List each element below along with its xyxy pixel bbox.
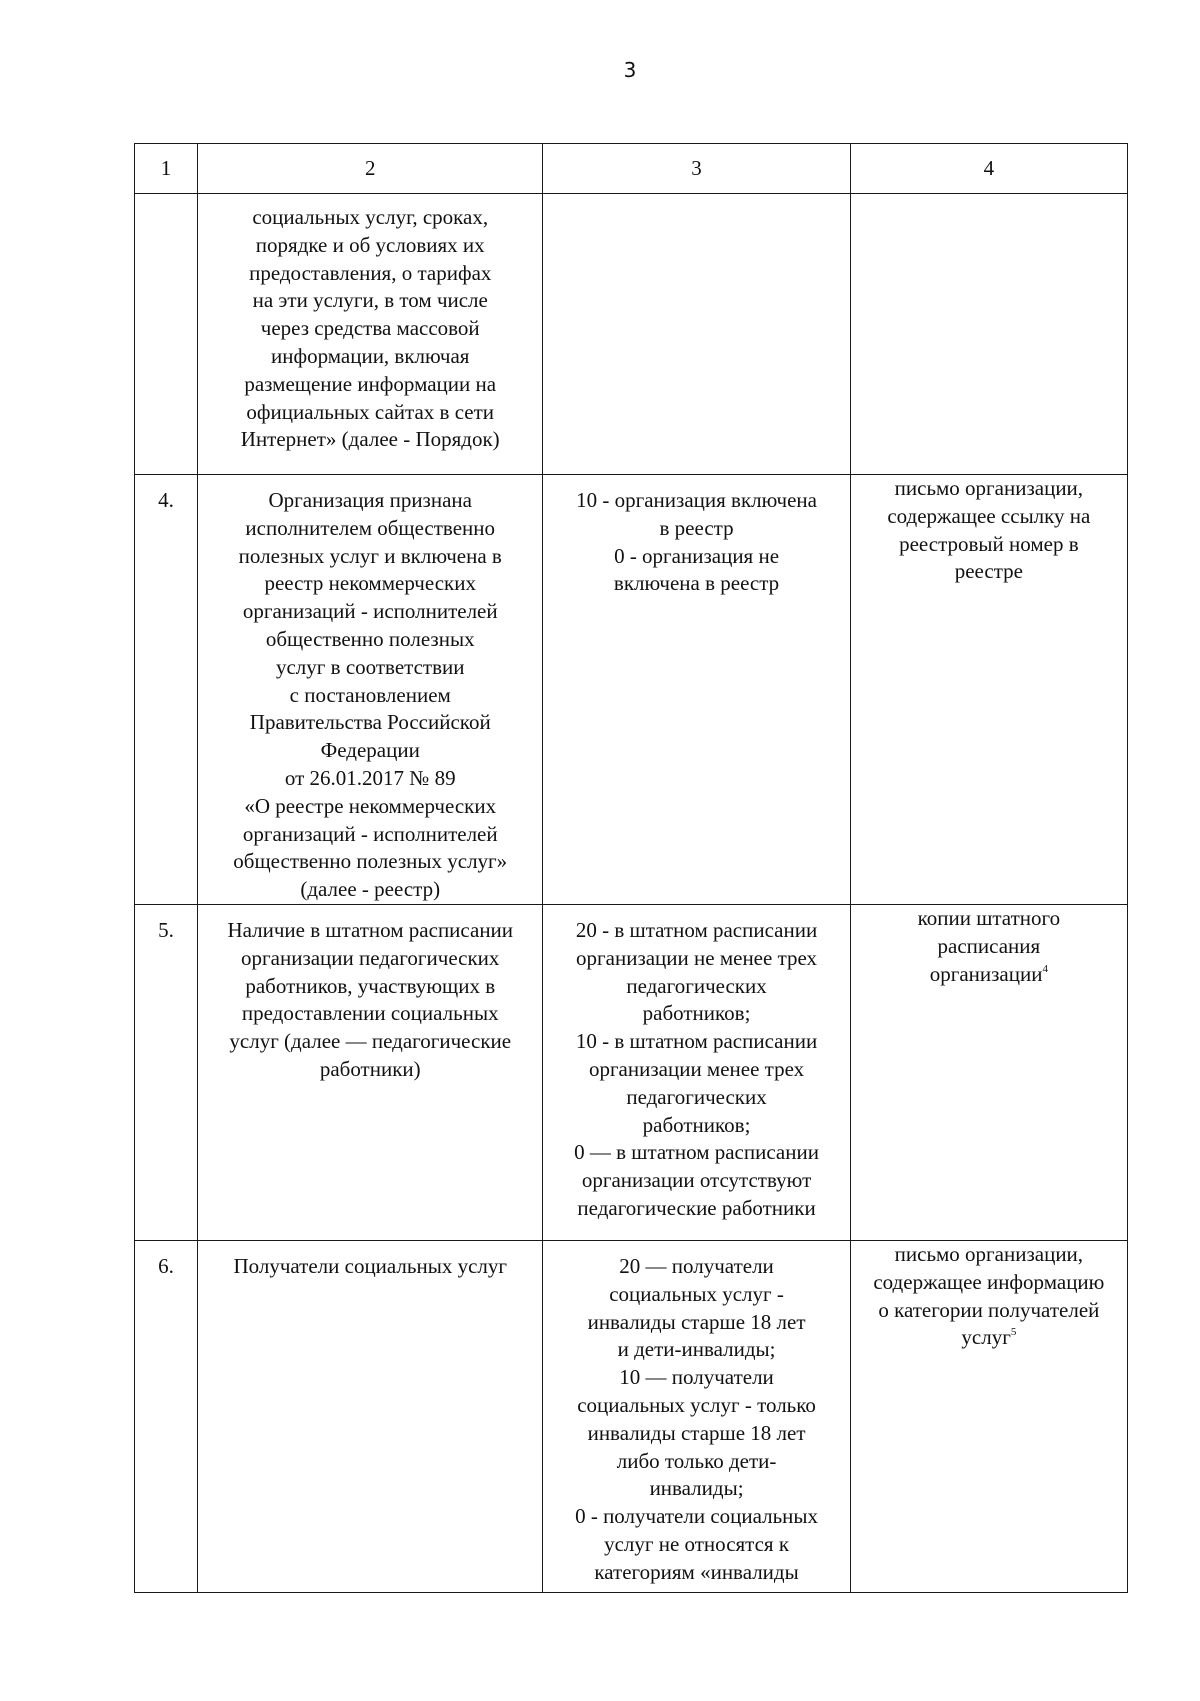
criterion-text: общественно полезных услуг» [233,849,508,874]
scores-cell [543,1240,850,1592]
scores-line [548,1364,844,1392]
scores-text: в реестр [659,515,734,540]
criteria-table [134,143,1128,1593]
criterion-text: с постановлением [289,682,451,707]
row-number-cell: 5. [135,904,198,1240]
scores-line [548,1167,844,1195]
criterion-line [203,399,537,427]
scores-text: либо только дети- [616,1448,777,1473]
criterion-line [203,848,537,876]
table-row [135,1240,1128,1592]
scores-line [548,917,844,945]
criterion-text: Федерации [320,738,420,763]
scores-text: 20 - в штатном расписании [575,917,818,942]
footnote-marker: 4 [1042,962,1048,975]
scores-line [548,1420,844,1448]
header-cell-4: 4 [850,144,1127,194]
criterion-text: порядке и об условиях их [255,232,485,257]
criterion-text: предоставления, о тарифах [249,260,492,285]
criterion-line [203,343,537,371]
criterion-line [203,543,537,571]
scores-text: работников; [642,1001,751,1026]
criterion-text: организаций - исполнителей [242,821,498,846]
criterion-text: размещение информации на [244,371,497,396]
evidence-line [854,933,1124,961]
table-row [135,475,1128,905]
criterion-line [203,821,537,849]
criterion-text: работники) [319,1056,421,1081]
criterion-line [203,570,537,598]
evidence-text: реестровый номер в [899,531,1079,556]
criterion-text: полезных услуг и включена в [238,543,502,568]
criterion-line [203,515,537,543]
criterion-text: социальных услуг, сроках, [252,205,489,229]
scores-line [548,1028,844,1056]
header-cell-1: 1 [135,144,198,194]
criterion-line [203,682,537,710]
criterion-text: «О реестре некоммерческих [244,793,497,818]
scores-line [548,1056,844,1084]
evidence-text: организации [929,961,1043,986]
scores-text: педагогические работники [577,1195,816,1220]
criterion-line [203,371,537,399]
criterion-text: Организация признана [268,488,472,512]
scores-line [548,1531,844,1559]
criterion-line [203,626,537,654]
evidence-text: письмо организации, [894,476,1084,500]
criterion-text: на эти услуги, в том числе [252,288,488,313]
evidence-text: письмо организации, [894,1241,1084,1266]
criterion-line [203,426,537,454]
evidence-line [854,905,1124,933]
scores-line [548,1448,844,1476]
scores-line [548,1084,844,1112]
scores-line [548,1392,844,1420]
criterion-text: Интернет» (далее - Порядок) [240,427,500,452]
scores-line [548,1309,844,1337]
scores-text: работников; [642,1112,751,1137]
row-number-cell: 4. [135,475,198,905]
criterion-line [203,598,537,626]
scores-line [548,1559,844,1587]
criterion-line [203,1000,537,1028]
scores-text: и дети-инвалиды; [617,1337,776,1362]
criterion-cell [198,904,543,1240]
criterion-line [203,1056,537,1084]
scores-text: инвалиды; [649,1476,744,1501]
scores-line [548,1000,844,1028]
criterion-line [203,737,537,765]
criterion-line [203,487,537,515]
criterion-text: общественно полезных [265,626,475,651]
scores-text: 20 — получатели [619,1253,774,1278]
scores-line [548,1112,844,1140]
table-row [135,904,1128,1240]
scores-text: инвалиды старше 18 лет [587,1420,806,1445]
scores-text: услуг не относятся к [604,1531,790,1556]
evidence-line [854,961,1124,989]
table-header-row [135,144,1128,194]
scores-text: 0 - получатели социальных [575,1504,819,1529]
scores-cell [543,194,850,475]
scores-line [548,1139,844,1167]
criterion-line [203,260,537,288]
scores-line [548,1195,844,1223]
scores-text: социальных услуг - [609,1281,784,1306]
evidence-line [854,531,1124,559]
criterion-text: предоставлении социальных [241,1001,499,1026]
footnote-marker: 5 [1010,1326,1017,1339]
criterion-text: реестр некоммерческих [264,571,476,596]
evidence-text: услуг [961,1325,1011,1350]
evidence-text: расписания [937,933,1041,958]
scores-text: инвалиды старше 18 лет [587,1309,806,1334]
scores-text: педагогических [626,1084,767,1109]
evidence-cell [850,475,1127,905]
scores-line [548,1503,844,1531]
evidence-cell [850,1240,1127,1592]
scores-text: 10 - в штатном расписании [575,1029,818,1054]
evidence-text: о категории получателей [878,1297,1100,1322]
evidence-line [854,1297,1124,1325]
scores-text: организации отсутствуют [581,1168,812,1193]
criterion-text: услуг в соответствии [275,654,465,679]
criterion-line [203,204,537,232]
criterion-text: Получатели социальных услуг [233,1253,507,1278]
scores-cell [543,475,850,905]
criterion-line [203,709,537,737]
scores-text: 10 - организация включена [576,488,817,512]
scores-line [548,1336,844,1364]
page-number: 3 [623,58,637,82]
evidence-line [854,1241,1124,1269]
evidence-text: копии штатного [917,905,1061,930]
scores-text: организации менее трех [588,1056,805,1081]
criterion-line [203,876,537,904]
criterion-line [203,945,537,973]
criterion-line [203,973,537,1001]
criterion-line [203,1253,537,1281]
table-row [135,194,1128,475]
criterion-line [203,654,537,682]
criterion-text: (далее - реестр) [300,877,441,902]
scores-line [548,973,844,1001]
criterion-text: услуг (далее — педагогические [229,1029,512,1054]
evidence-cell [850,194,1127,475]
criterion-line [203,315,537,343]
criterion-cell [198,475,543,905]
criterion-cell [198,1240,543,1592]
criterion-text: исполнителем общественно [245,515,496,540]
scores-text: педагогических [626,973,767,998]
scores-line [548,1475,844,1503]
header-cell-2: 2 [198,144,543,194]
scores-line [548,1253,844,1281]
criterion-line [203,287,537,315]
evidence-cell [850,904,1127,1240]
criterion-text: организации педагогических [241,945,500,970]
criterion-text: организаций - исполнителей [242,599,498,624]
criterion-line [203,765,537,793]
scores-text: включена в реестр [613,571,780,596]
header-cell-3: 3 [543,144,850,194]
criterion-cell [198,194,543,475]
scores-text: 10 — получатели [619,1365,774,1390]
evidence-line [854,475,1124,503]
criterion-text: от 26.01.2017 № 89 [284,765,456,790]
scores-text: организации не менее трех [576,945,818,970]
evidence-line [854,558,1124,586]
scores-text: 0 - организация не [614,543,780,568]
criterion-line [203,232,537,260]
evidence-text: содержащее ссылку на [887,503,1091,528]
scores-line [548,543,844,571]
row-number-cell [135,194,198,475]
criterion-text: информации, включая [270,343,470,368]
scores-line [548,570,844,598]
scores-text: категориям «инвалиды [594,1559,799,1584]
scores-text: социальных услуг - только [577,1392,816,1417]
row-number-cell: 6. [135,1240,198,1592]
evidence-line [854,503,1124,531]
scores-line [548,1281,844,1309]
criterion-line [203,1028,537,1056]
scores-text: 0 — в штатном расписании [574,1140,819,1165]
evidence-text: содержащее информацию [873,1269,1105,1294]
criterion-text: работников, участвующих в [245,973,496,998]
criterion-line [203,917,537,945]
evidence-line [854,1269,1124,1297]
criterion-text: официальных сайтах в сети [246,399,495,424]
criterion-line [203,793,537,821]
scores-line [548,945,844,973]
scores-line [548,487,844,515]
criterion-text: Наличие в штатном расписании [227,917,514,942]
scores-line [548,515,844,543]
evidence-text: реестре [954,559,1023,584]
criterion-text: Правительства Российской [249,710,491,735]
scores-cell [543,904,850,1240]
criterion-text: через средства массовой [260,316,480,341]
evidence-line [854,1324,1124,1352]
